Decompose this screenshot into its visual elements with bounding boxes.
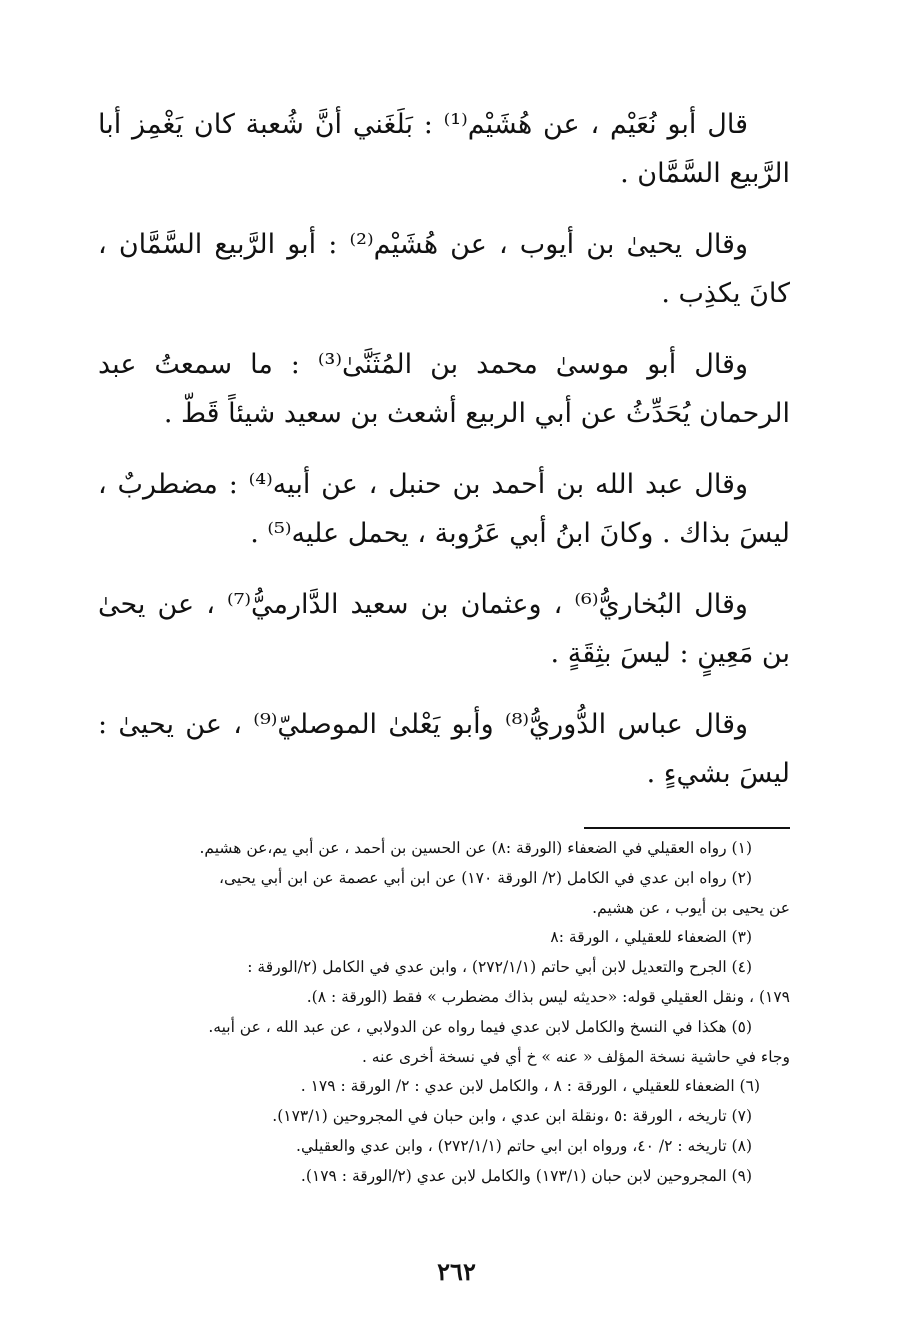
paragraph-2: وقال يحيىٰ بن أيوب ، عن هُشَيْم⁽²⁾ : أبو الرَّبيع السَّمَّان ، كانَ يكذِب . <box>98 229 790 309</box>
footnote-line: (٨) تاريخه : ٢/ ٤٠، ورواه ابن ابي حاتم (٢٧٢/١/١) ، وابن عدي والعقيلي. <box>296 1136 752 1155</box>
footnote-line: (٩) المجروحين لابن حبان (١٧٣/١) والكامل لابن عدي (٢/الورقة : ١٧٩). <box>300 1166 752 1185</box>
paragraph-3: وقال أبو موسىٰ محمد بن المُثَنَّىٰ⁽³⁾ : ما سمعتُ عبد الرحمان يُحَدِّثُ عن أبي الربيع أشعث بن سعيد شيئاً قَطّ . <box>98 349 790 429</box>
main-text <box>98 100 790 820</box>
footnote-line: ١٧٩) ، ونقل العقيلي قوله: «حديثه ليس بذاك مضطرب » فقط (الورقة : ٨). <box>306 987 790 1006</box>
footnote-line: (٢) رواه ابن عدي في الكامل (٢/ الورقة ١٧٠) عن ابن أبي عصمة عن ابن أبي يحيى، <box>218 868 752 887</box>
footnote-line: عن يحيى بن أيوب ، عن هشيم. <box>592 898 790 917</box>
footnote-line: (١) رواه العقيلي في الضعفاء (الورقة :٨) عن الحسين بن أحمد ، عن أبي يم،عن هشيم. <box>199 839 752 857</box>
footnotes <box>90 834 790 1192</box>
footnote-line: (٥) هكذا في النسخ والكامل لابن عدي فيما رواه عن الدولابي ، عن عبد الله ، عن أبيه. <box>208 1017 752 1036</box>
paragraph-6: وقال عباس الدُّوريُّ⁽⁸⁾ وأبو يَعْلىٰ الموصليّ⁽⁹⁾ ، عن يحيىٰ : ليسَ بشيءٍ . <box>98 709 790 789</box>
paragraph-5: وقال البُخاريُّ⁽⁶⁾ ، وعثمان بن سعيد الدَّارميُّ⁽⁷⁾ ، عن يحىٰ بن مَعِينٍ : ليسَ بثِقَةٍ . <box>98 589 790 669</box>
footnote-line: (٦) الضعفاء للعقيلي ، الورقة : ٨ ، والكامل لابن عدي : ٢/ الورقة : ١٧٩ . <box>300 1077 760 1096</box>
footnote-line: وجاء في حاشية نسخة المؤلف « عنه » خ أي في نسخة أخرى عنه . <box>361 1047 790 1066</box>
paragraph-1: قال أبو نُعَيْم ، عن هُشَيْم⁽¹⁾ : بَلَغَني أنَّ شُعبة كان يَغْمِز أبا الرَّبيع السَّمَّان . <box>98 109 790 189</box>
page-number: ٢٦٢ <box>437 1257 476 1286</box>
paragraph-4: وقال عبد الله بن أحمد بن حنبل ، عن أبيه⁽⁴⁾ : مضطربٌ ، ليسَ بذاك . وكانَ ابنُ أبي عَرُوبة ، يحمل عليه⁽⁵⁾ . <box>98 469 790 549</box>
footnote-line: (٧) تاريخه ، الورقة :٥ ،ونقلة ابن عدي ، وابن حبان في المجروحين (١٧٣/١). <box>272 1107 752 1126</box>
footnote-line: (٣) الضعفاء للعقيلي ، الورقة :٨ <box>550 928 752 947</box>
footnote-divider <box>584 827 790 829</box>
footnote-line: (٤) الجرح والتعديل لابن أبي حاتم (٢٧٢/١/١) ، وابن عدي في الكامل (٢/الورقة : <box>247 958 752 977</box>
